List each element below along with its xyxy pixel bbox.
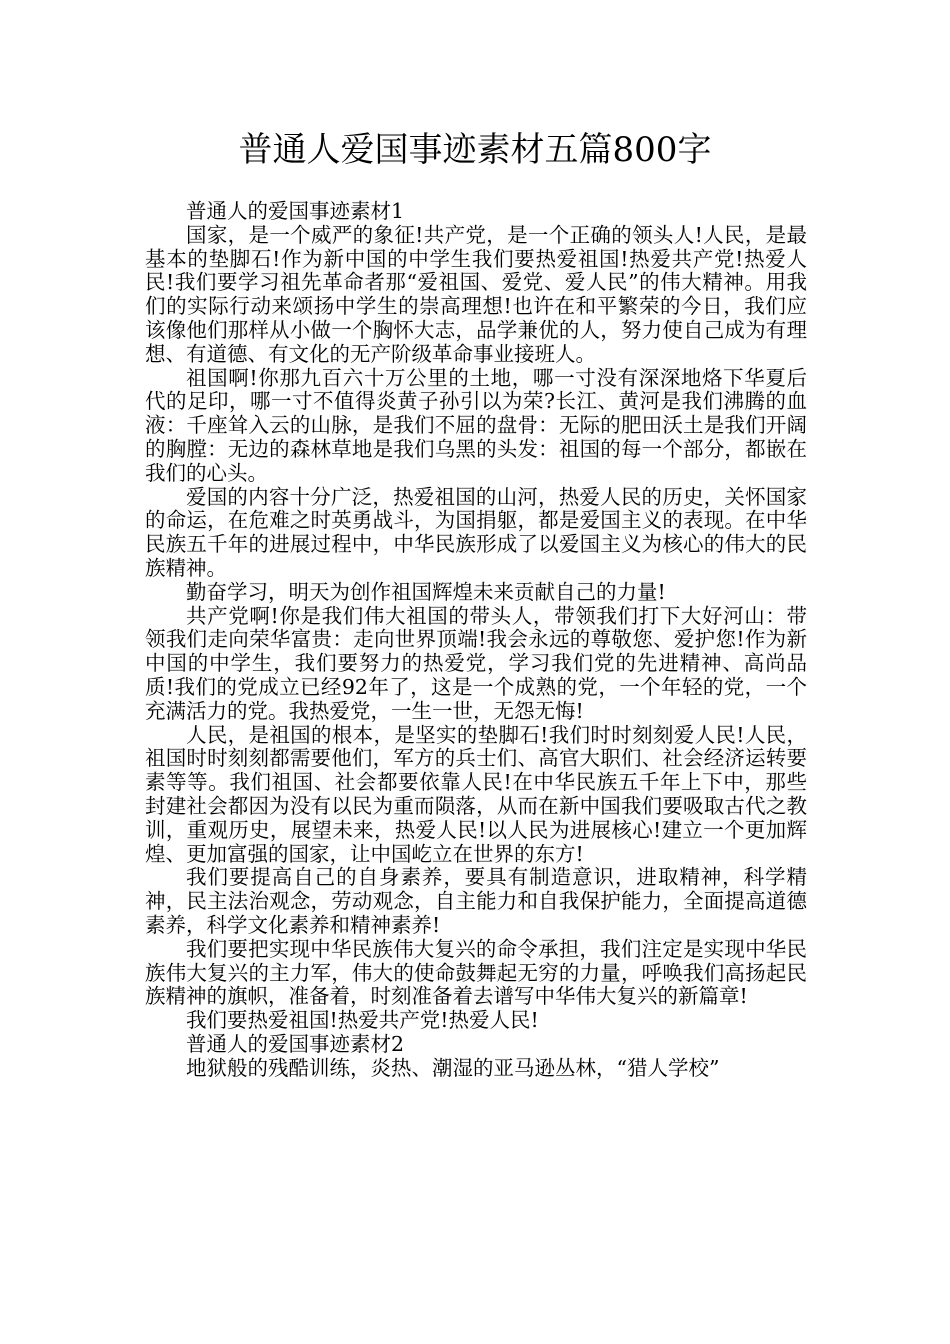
paragraph-quality: 我们要提高自己的自身素养，要具有制造意识，进取精神，科学精神，民主法治观念，劳动观念，自主能力和自我保护能力，全面提高道德素养，科学文化素养和精神素养!: [145, 865, 807, 937]
paragraph-patriotism: 爱国的内容十分广泛，热爱祖国的山河，热爱人民的历史，关怀国家的命运，在危难之时英勇战斗，为国捐躯，都是爱国主义的表现。在中华民族五千年的进展过程中，中华民族形成了以爱国主义为核心的伟大的民族精神。: [145, 484, 807, 580]
section-heading-1: 普通人的爱国事迹素材1: [186, 199, 405, 223]
paragraph-study: 勤奋学习，明天为创作祖国辉煌未来贡献自己的力量!: [186, 579, 666, 604]
paragraph-rejuvenation: 我们要把实现中华民族伟大复兴的命令承担，我们注定是实现中华民族伟大复兴的主力军，伟大的使命鼓舞起无穷的力量，呼唤我们高扬起民族精神的旗帜，准备着，时刻准备着去谱写中华伟大复兴的新篇章!: [145, 936, 807, 1009]
paragraph-party: 共产党啊!你是我们伟大祖国的带头人，带领我们打下大好河山：带领我们走向荣华富贵：走向世界顶端!我会永远的尊敬您、爱护您!作为新中国的中学生，我们要努力的热爱党，学习我们党的先进精神、高尚品质!我们的党成立已经92年了，这是一个成熟的党，一个年轻的党，一个充满活力的党。我热爱党，一生一世，无怨无悔!: [145, 603, 807, 723]
paragraph-love: 我们要热爱祖国!热爱共产党!热爱人民!: [186, 1008, 539, 1033]
section-heading-2: 普通人的爱国事迹素材2: [186, 1031, 405, 1056]
paragraph-people: 人民，是祖国的根本，是坚实的垫脚石!我们时时刻刻爱人民!人民，祖国时时刻刻都需要他们，军方的兵士们、高官大职们、社会经济运转要素等等。我们祖国、社会都要依靠人民!在中华民族五千年上下中，那些封建社会都因为没有以民为重而陨落，从而在新中国我们要吸取古代之教训，重观历史，展望未来，热爱人民!以人民为进展核心!建立一个更加辉煌、更加富强的国家，让中国屹立在世界的东方!: [145, 722, 807, 866]
document-body: [145, 200, 807, 1080]
paragraph-training: 地狱般的残酷训练，炎热、潮湿的亚马逊丛林，“猎人学校”: [186, 1055, 720, 1080]
paragraph-country: 国家，是一个威严的象征!共产党，是一个正确的领头人!人民，是最基本的垫脚石!作为新中国的中学生我们要热爱祖国!热爱共产党!热爱人民!我们要学习祖先革命者那“爱祖国、爱党、爱人民”的伟大精神。用我们的实际行动来颂扬中学生的崇高理想!也许在和平繁荣的今日，我们应该像他们那样从小做一个胸怀大志，品学兼优的人，努力使自己成为有理想、有道德、有文化的无产阶级革命事业接班人。: [145, 222, 807, 366]
paragraph-motherland: 祖国啊!你那九百六十万公里的土地，哪一寸没有深深地烙下华夏后代的足印，哪一寸不值得炎黄子孙引以为荣?长江、黄河是我们沸腾的血液：千座耸入云的山脉，是我们不屈的盘骨：无际的肥田沃土是我们开阔的胸膛：无边的森林草地是我们乌黑的头发：祖国的每一个部分，都嵌在我们的心头。: [145, 365, 807, 485]
document-title: 普通人爱国事迹素材五篇800字: [238, 130, 712, 170]
